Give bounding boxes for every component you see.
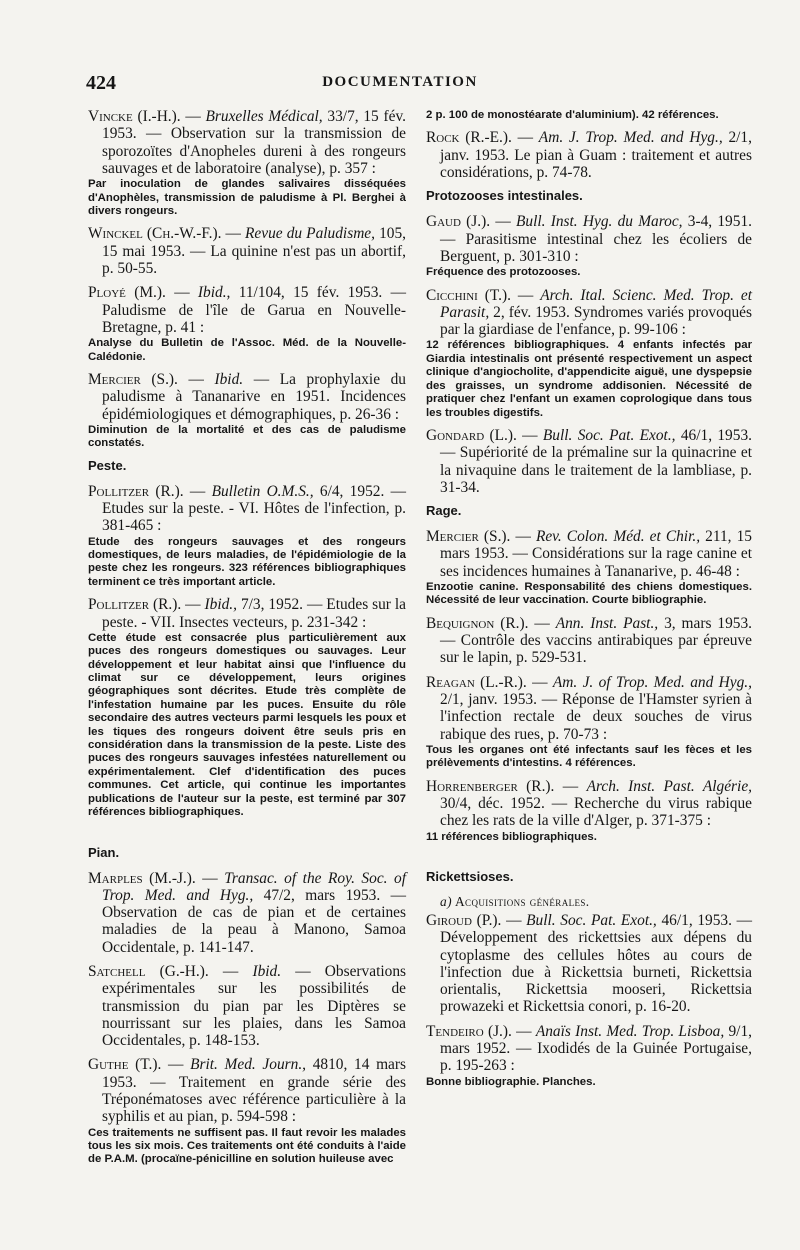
entry-note: Fréquence des protozooses.: [426, 266, 581, 279]
entry-details: 3-4, 1951. — Parasitisme intestinal chez les écoliers de Berguent, p. 301-310 :: [440, 213, 752, 265]
entry-details: 7/3, 1952. — Etudes sur la peste. - VII. Insectes vecteurs, p. 231-342 :: [102, 596, 406, 631]
entry-source: Rev. Colon. Méd. et Chir.,: [535, 528, 701, 546]
entry-author: Satchell (G.-H.).: [88, 962, 209, 980]
entry-details: 46/1, 1953. — Supériorité de la prémaline sur la quinacrine et la nivaquine dans le traitement de la lambliase, p. 31-34.: [440, 426, 752, 496]
entry-details: 6/4, 1952. — Etudes sur la peste. - VI. Hôtes de l'infection, p. 381-465 :: [102, 482, 406, 535]
entry-note: 12 références bibliographiques. 4 enfants infectés par Giardia intestinalis ont présenté respectivement un aspect clinique d'angiocholite, d'appendicite aiguë, une dyspepsie des graisses, un syndrome addisonien. Nécessité de pratiquer chez l'enfant un examen coprologique dans tous les troubles digestifs.: [426, 339, 752, 419]
left-column: [88, 108, 406, 1174]
entry-source: Am. J. Trop. Med. and Hyg.,: [538, 129, 723, 147]
entry-source: Transac. of the Roy. Soc. of Trop. Med. and Hyg.,: [102, 869, 406, 904]
entry-author: Mercier (S.).: [88, 371, 178, 388]
entry-author: Bequignon (R.).: [426, 614, 529, 632]
entry-details: 4810, 14 mars 1953. — Traitement en grande série des Tréponématoses avec référence particulière à la syphilis et au pian, p. 594-598 :: [102, 1056, 406, 1126]
entry-details: 9/1, mars 1952. — Ixodidés de la Guinée Portugaise, p. 195-263 :: [440, 1022, 752, 1075]
entry-source: Bulletin O.M.S.,: [211, 482, 314, 500]
entry-source: Bruxelles Médical,: [205, 108, 323, 125]
entry-note: Bonne bibliographie. Planches.: [426, 1075, 596, 1088]
entry-details: 30/4, déc. 1952. — Recherche du virus rabique chez les rats de la ville d'Alger, p. 371-375 :: [440, 795, 752, 830]
reference-entry: Gondard (L.). — Bull. Soc. Pat. Exot., 46/1, 1953. — Supériorité de la prémaline sur la quinacrine et la nivaquine dans le traitement de la lambliase, p. 31-34.: [426, 426, 752, 496]
entry-note: Ces traitements ne suffisent pas. Il faut revoir les malades tous les six mois. Ces traitements ont été conduits à l'aide de P.A.M. (procaïne-pénicilline en solution huileuse avec: [88, 1126, 406, 1166]
subsection-heading: a) Acquisitions générales.: [440, 894, 590, 909]
reference-entry: Horrenberger (R.). — Arch. Inst. Past. Algérie, 30/4, déc. 1952. — Recherche du virus rabique chez les rats de la ville d'Alger, p. 371-375 : 11 références bibliographiques.: [426, 777, 752, 843]
entry-author: Guthe (T.).: [88, 1056, 162, 1074]
entry-details: 2/1, janv. 1953. — Réponse de l'Hamster syrien à l'infection rectale de deux souches de virus rabique des rues, p. 70-73 :: [440, 691, 752, 743]
entry-details: 2, fév. 1953. Syndromes variés provoqués par la giardiase de l'enfance, p. 99-106 :: [440, 303, 752, 339]
entry-details: 211, 15 mars 1953. — Considérations sur la rage canine et ses incidences humaines à Tananarive, p. 46-48 :: [440, 528, 752, 580]
entry-author: Gaud (J.).: [426, 213, 491, 231]
section-heading-rickettsioses: Rickettsioses.: [426, 869, 514, 884]
entry-author: Giroud (P.).: [426, 912, 502, 929]
entry-author: Winckel (Ch.-W.-F.).: [88, 225, 222, 243]
entry-details: 11/104, 15 fév. 1953. — Paludisme de l'île de Garua en Nouvelle-Bretagne, p. 41 :: [102, 284, 406, 336]
entry-source: Revue du Paludisme,: [245, 225, 375, 243]
entry-note: Cette étude est consacrée plus particulièrement aux puces des rongeurs domestiques ou sauvages. Leur développement et leur habitat ainsi que l'influence du climat sur ce développement, leurs origines géographiques sont décrites. Etude très complète de l'infestation humaine par les puces. Ensuite du rôle secondaire des autres vecteurs parmi lesquels les poux et les tiques des rongeurs doivent être seuls pris en considération dans la transmission de la peste. Liste des puces des rongeurs sauvages infestées naturellement ou expérimentalement. Clef d'identification des puces communes. Cet article, qui continue les importantes publications de l'auteur sur la peste, est terminé par 307 références bibliographiques.: [88, 631, 406, 819]
entry-source: Anaïs Inst. Med. Trop. Lisboa,: [535, 1022, 725, 1040]
reference-entry: Pollitzer (R.). — Ibid., 7/3, 1952. — Etudes sur la peste. - VII. Insectes vecteurs, p. 231-342 : Cette étude est consacrée plus particulièrement aux puces des rongeurs domestiques ou sauvages. Leur développement et leur habitat ainsi que l'influence du climat sur ce développement, leurs origines géographiques sont décrites. Etude très complète de l'infestation humaine par les puces. Ensuite du rôle secondaire des autres vecteurs parmi lesquels les poux et les tiques des rongeurs doivent être seuls pris en considération dans la transmission de la peste. Liste des puces des rongeurs sauvages infestées naturellement ou expérimentalement. Clef d'identification des puces communes. Cet article, qui continue les importantes publications de l'auteur sur la peste, est terminé par 307 références bibliographiques.: [88, 596, 406, 819]
reference-entry: Marples (M.-J.). — Transac. of the Roy. Soc. of Trop. Med. and Hyg., 47/2, mars 1953. — Observation de cas de pian et de certaines maladies de la peau à Manono, Samoa Occidentale, p. 141-147.: [88, 869, 406, 956]
entry-author: Reagan (L.-R.).: [426, 673, 527, 691]
entry-author: Mercier (S.).: [426, 528, 511, 546]
reference-entry: Ployé (M.). — Ibid., 11/104, 15 fév. 1953. — Paludisme de l'île de Garua en Nouvelle-Bretagne, p. 41 : Analyse du Bulletin de l'Assoc. Méd. de la Nouvelle-Calédonie.: [88, 284, 406, 363]
entry-source: Ibid.,: [197, 284, 231, 302]
entry-source: Am. J. of Trop. Med. and Hyg.,: [552, 673, 752, 691]
reference-entry: Vincke (I.-H.). — Bruxelles Médical, 33/7, 15 fév. 1953. — Observation sur la transmission de sporozoïtes d'Anopheles dureni à des rongeurs sauvages et de laboratoire (analyse), p. 357 : Par inoculation de glandes salivaires disséquées d'Anophèles, transmission de paludisme à Pl. Berghei à divers rongeurs.: [88, 108, 406, 217]
entry-details: 33/7, 15 fév. 1953. — Observation sur la transmission de sporozoïtes d'Anopheles dureni à des rongeurs sauvages et de laboratoire (analyse), p. 357 :: [102, 108, 406, 177]
section-heading-pian: Pian.: [88, 844, 120, 860]
running-head: DOCUMENTATION: [322, 74, 478, 90]
entry-details: — La prophylaxie du paludisme à Tananarive en 1951. Incidences épidémiologiques et démographiques, p. 26-36 :: [102, 371, 407, 423]
reference-entry: Tendeiro (J.). — Anaïs Inst. Med. Trop. Lisboa, 9/1, mars 1952. — Ixodidés de la Guinée Portugaise, p. 195-263 : Bonne bibliographie. Planches.: [426, 1022, 752, 1088]
entry-author: Tendeiro (J.).: [426, 1022, 512, 1040]
entry-source: Ibid.: [214, 371, 244, 388]
entry-source: Arch. Inst. Past. Algérie,: [586, 777, 752, 795]
entry-source: Arch. Ital. Scienc. Med. Trop. et Parasit,: [440, 286, 753, 321]
section-heading-peste: Peste.: [88, 457, 127, 473]
entry-note: Etude des rongeurs sauvages et des rongeurs domestiques, de leurs maladies, de l'épidémiologie de la peste chez les rongeurs. 323 références bibliographiques terminent ce très important article.: [88, 535, 406, 588]
reference-entry: Mercier (S.). — Ibid. — La prophylaxie du paludisme à Tananarive en 1951. Incidences épidémiologiques et démographiques, p. 26-36 : Diminution de la mortalité et des cas de paludisme constatés.: [88, 371, 407, 450]
reference-entry: Reagan (L.-R.). — Am. J. of Trop. Med. and Hyg., 2/1, janv. 1953. — Réponse de l'Hamster syrien à l'infection rectale de deux souches de virus rabique des rues, p. 70-73 : Tous les organes ont été infectants sauf les fèces et les prélèvements d'intestins. 4 références.: [426, 673, 752, 770]
entry-details: 105, 15 mai 1953. — La quinine n'est pas un abortif, p. 50-55.: [102, 225, 407, 277]
right-column: [426, 108, 752, 1096]
entry-note: Enzootie canine. Responsabilité des chiens domestiques. Nécessité de leur vaccination. Courte bibliographie.: [426, 581, 752, 607]
continued-note: [426, 109, 752, 122]
entry-author: Cicchini (T.).: [426, 286, 511, 304]
reference-entry: Pollitzer (R.). — Bulletin O.M.S., 6/4, 1952. — Etudes sur la peste. - VI. Hôtes de l'infection, p. 381-465 : Etude des rongeurs sauvages et des rongeurs domestiques, de leurs maladies, de l'épidémiologie de la peste chez les rongeurs. 323 références bibliographiques terminent ce très important article.: [88, 482, 406, 588]
entry-details: 3, mars 1953. — Contrôle des vaccins antirabiques par épreuve sur le lapin, p. 529-531.: [440, 614, 752, 667]
entry-note: Diminution de la mortalité et des cas de paludisme constatés.: [88, 423, 406, 450]
entry-details: 47/2, mars 1953. — Observation de cas de pian et de certaines maladies de la peau à Manono, Samoa Occidentale, p. 141-147.: [102, 886, 406, 956]
entry-source: Bull. Inst. Hyg. du Maroc,: [515, 213, 683, 231]
entry-note: 2 p. 100 de monostéarate d'aluminium). 42 références.: [426, 109, 719, 121]
entry-note: Tous les organes ont été infectants sauf les fèces et les prélèvements d'intestins. 4 références.: [426, 743, 752, 770]
entry-source: Bull. Soc. Pat. Exot.,: [542, 426, 676, 444]
entry-source: Ibid.: [252, 962, 282, 980]
section-heading-protozooses: Protozooses intestinales.: [426, 188, 583, 204]
entry-note: 11 références bibliographiques.: [426, 830, 597, 843]
page-number: 424: [86, 72, 116, 94]
entry-author: Pollitzer (R.).: [88, 482, 184, 500]
entry-author: Ployé (M.).: [88, 284, 166, 302]
entry-author: Vincke (I.-H.).: [88, 108, 181, 125]
reference-entry: Rock (R.-E.). — Am. J. Trop. Med. and Hyg., 2/1, janv. 1953. Le pian à Guam : traitement et autres considérations, p. 74-78.: [426, 129, 752, 181]
entry-details: 46/1, 1953. — Développement des rickettsies aux dépens du cytoplasme des cellules hôtes au cours de l'infection due à Rickettsia burneti, Rickettsia orientalis, Rickettsia mooseri, Rickettsia prowazeki et Rickettsia conori, p. 16-20.: [440, 912, 753, 1016]
entry-source: Ibid.,: [204, 596, 238, 614]
entry-author: Horrenberger (R.).: [426, 777, 555, 795]
entry-details: 2/1, janv. 1953. Le pian à Guam : traitement et autres considérations, p. 74-78.: [440, 129, 752, 181]
entry-source: Brit. Med. Journ.,: [190, 1056, 307, 1074]
reference-entry: Satchell (G.-H.). — Ibid. — Observations expérimentales sur les possibilités de transmission du pian par les Diptères se nourrissant sur les plaies, dans les Samoa Occidentales, p. 148-153.: [88, 962, 407, 1050]
entry-source: Ann. Inst. Past.,: [555, 614, 659, 632]
reference-entry: Giroud (P.). — Bull. Soc. Pat. Exot., 46/1, 1953. — Développement des rickettsies aux dépens du cytoplasme des cellules hôtes au cours de l'infection due à Rickettsia burneti, Rickettsia orientalis, Rickettsia mooseri, Rickettsia prowazeki et Rickettsia conori, p. 16-20.: [426, 912, 753, 1016]
entry-note: Par inoculation de glandes salivaires disséquées d'Anophèles, transmission de paludisme à Pl. Berghei à divers rongeurs.: [88, 178, 406, 217]
entry-source: Bull. Soc. Pat. Exot.,: [526, 912, 657, 929]
entry-author: Marples (M.-J.).: [88, 869, 196, 887]
reference-entry: Cicchini (T.). — Arch. Ital. Scienc. Med. Trop. et Parasit, 2, fév. 1953. Syndromes variés provoqués par la giardiase de l'enfance, p. 99-106 : 12 références bibliographiques. 4 enfants infectés par Giardia intestinalis ont présenté respectivement un aspect clinique d'angiocholite, d'appendicite aiguë, une dyspepsie des graisses, un syndrome addisonien. Nécessité de pratiquer chez l'enfant un examen coprologique dans tous les troubles digestifs.: [426, 286, 753, 419]
reference-entry: Bequignon (R.). — Ann. Inst. Past., 3, mars 1953. — Contrôle des vaccins antirabiques par épreuve sur le lapin, p. 529-531.: [426, 614, 752, 667]
reference-entry: Winckel (Ch.-W.-F.). — Revue du Paludisme, 105, 15 mai 1953. — La quinine n'est pas un abortif, p. 50-55.: [88, 225, 407, 277]
reference-entry: Gaud (J.). — Bull. Inst. Hyg. du Maroc, 3-4, 1951. — Parasitisme intestinal chez les écoliers de Berguent, p. 301-310 : Fréquence des protozooses.: [426, 213, 752, 279]
entry-author: Gondard (L.).: [426, 426, 517, 444]
reference-entry: Mercier (S.). — Rev. Colon. Méd. et Chir., 211, 15 mars 1953. — Considérations sur la rage canine et ses incidences humaines à Tananarive, p. 46-48 : Enzootie canine. Responsabilité des chiens domestiques. Nécessité de leur vaccination. Courte bibliographie.: [426, 528, 752, 607]
entry-note: Analyse du Bulletin de l'Assoc. Méd. de la Nouvelle-Calédonie.: [88, 337, 406, 363]
section-heading-rage: Rage.: [426, 503, 462, 519]
entry-author: Pollitzer (R.).: [88, 596, 182, 614]
reference-entry: Guthe (T.). — Brit. Med. Journ., 4810, 14 mars 1953. — Traitement en grande série des Tréponématoses avec référence particulière à la syphilis et au pian, p. 594-598 : Ces traitements ne suffisent pas. Il faut revoir les malades tous les six mois. Ces traitements ont été conduits à l'aide de P.A.M. (procaïne-pénicilline en solution huileuse avec: [88, 1056, 406, 1166]
entry-details: — Observations expérimentales sur les possibilités de transmission du pian par les Diptères se nourrissant sur les plaies, dans les Samoa Occidentales, p. 148-153.: [102, 962, 407, 1050]
entry-author: Rock (R.-E.).: [426, 129, 512, 147]
